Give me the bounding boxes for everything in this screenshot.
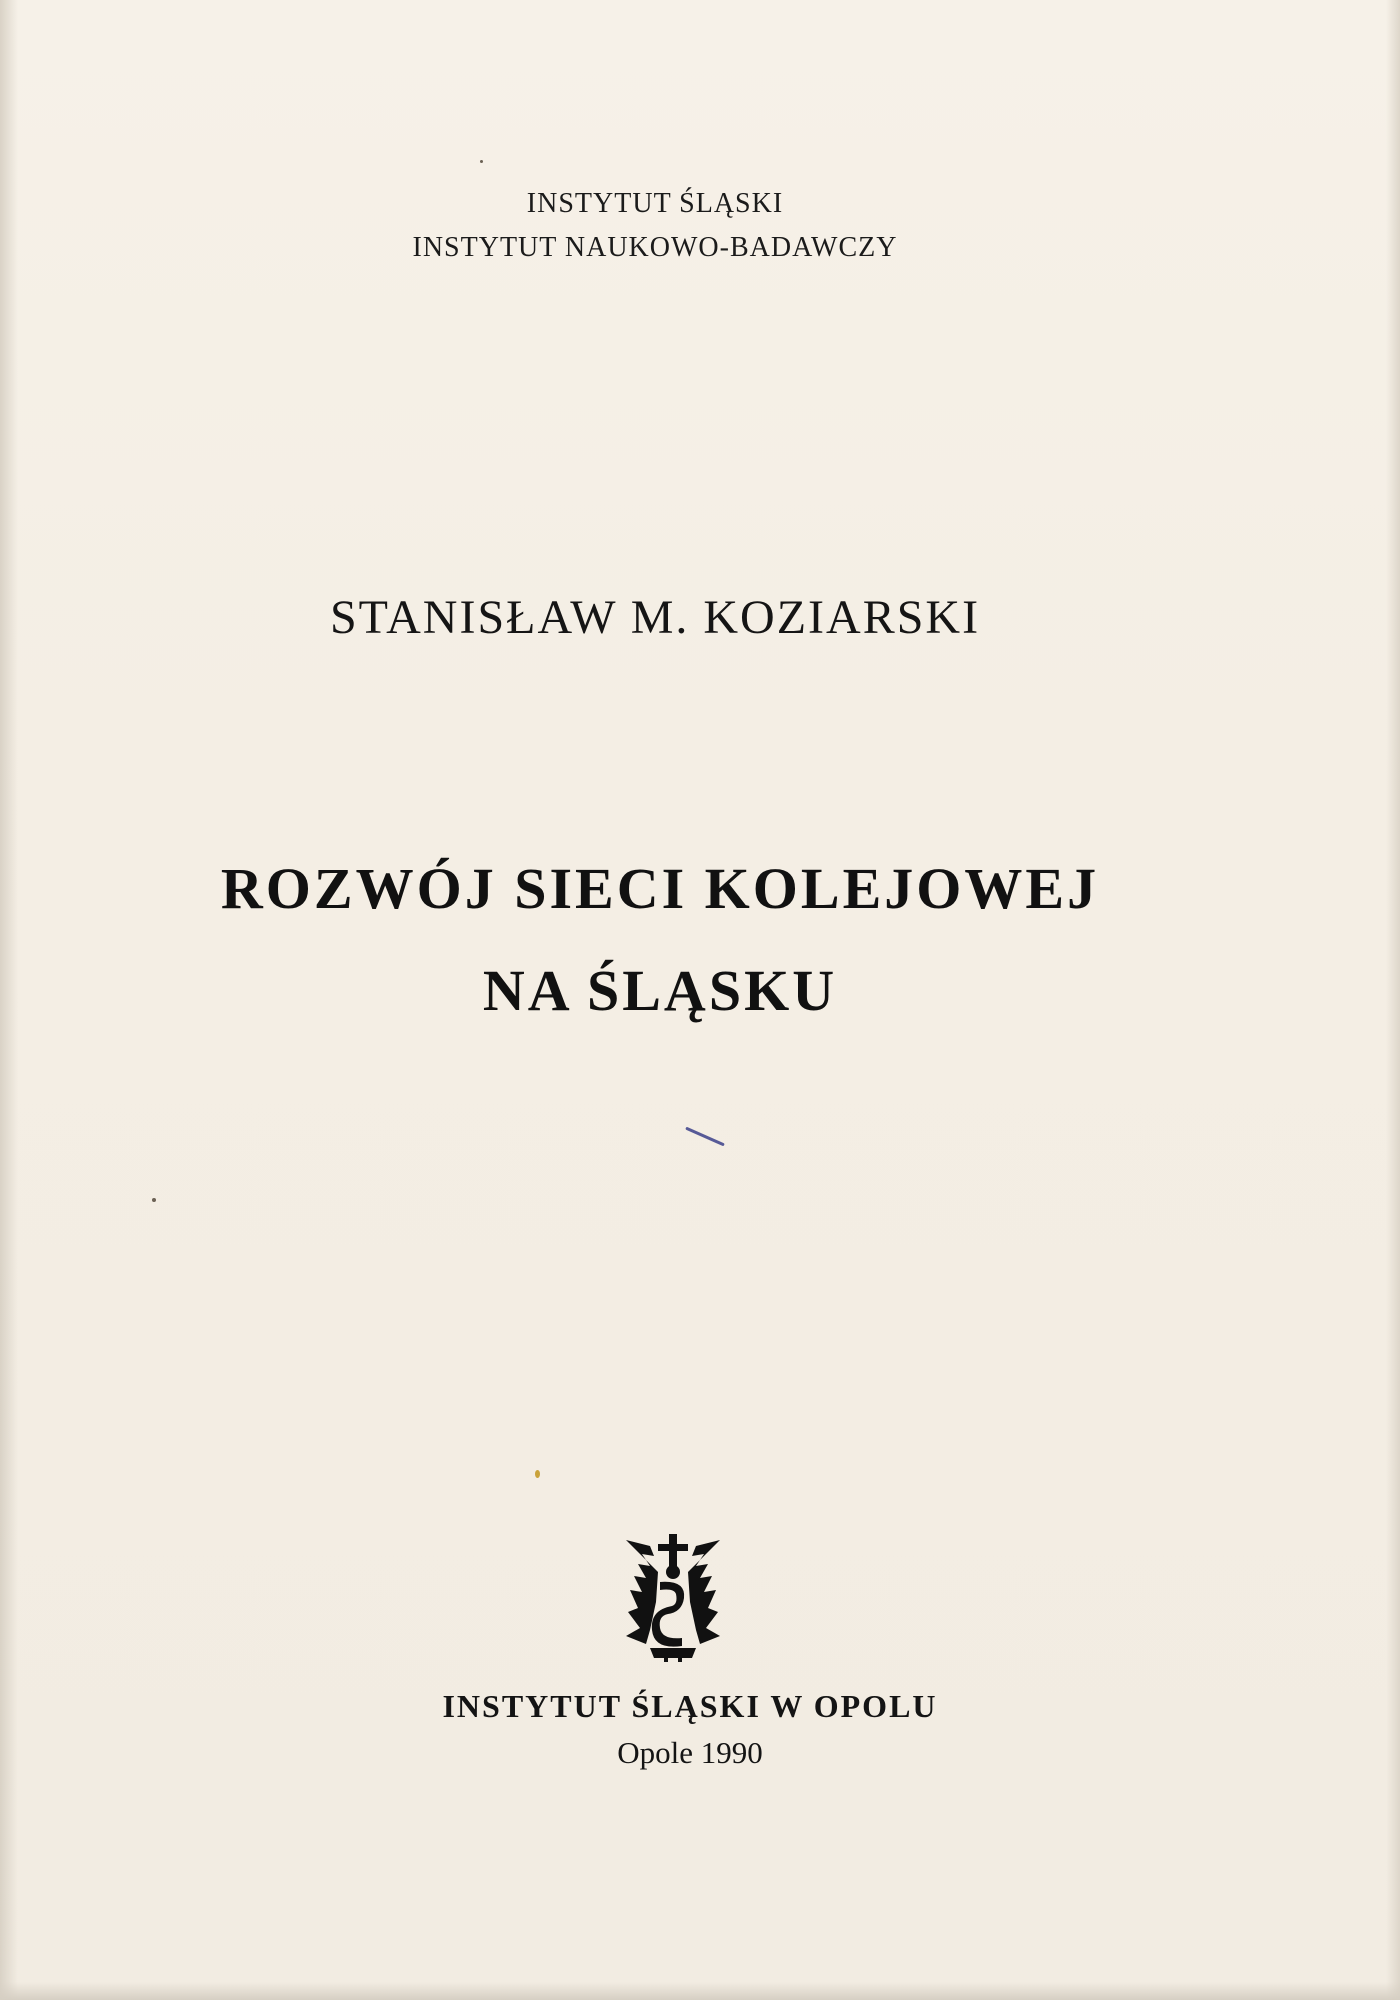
speck (480, 160, 483, 163)
institute-subtitle: INSTYTUT NAUKOWO-BADAWCZY (412, 232, 898, 263)
publication-place-year: Opole 1990 (617, 1735, 763, 1770)
paper-edge-bottom (0, 1982, 1400, 2000)
author-name: STANISŁAW M. KOZIARSKI (329, 591, 981, 644)
paper-edge-right (1386, 0, 1400, 2000)
pen-mark (685, 1127, 725, 1147)
silesian-eagle-emblem-icon (620, 1532, 726, 1662)
book-title-line-1: ROZWÓJ SIECI KOLEJOWEJ (220, 856, 1100, 921)
publisher-name: INSTYTUT ŚLĄSKI W OPOLU (442, 1688, 938, 1724)
book-title (0, 838, 1320, 1042)
speck (152, 1198, 156, 1202)
institute-header (0, 182, 1310, 270)
institute-name: INSTYTUT ŚLĄSKI (526, 188, 784, 219)
book-title-line-2: NA ŚLĄSKU (482, 958, 838, 1023)
speck (535, 1470, 540, 1478)
